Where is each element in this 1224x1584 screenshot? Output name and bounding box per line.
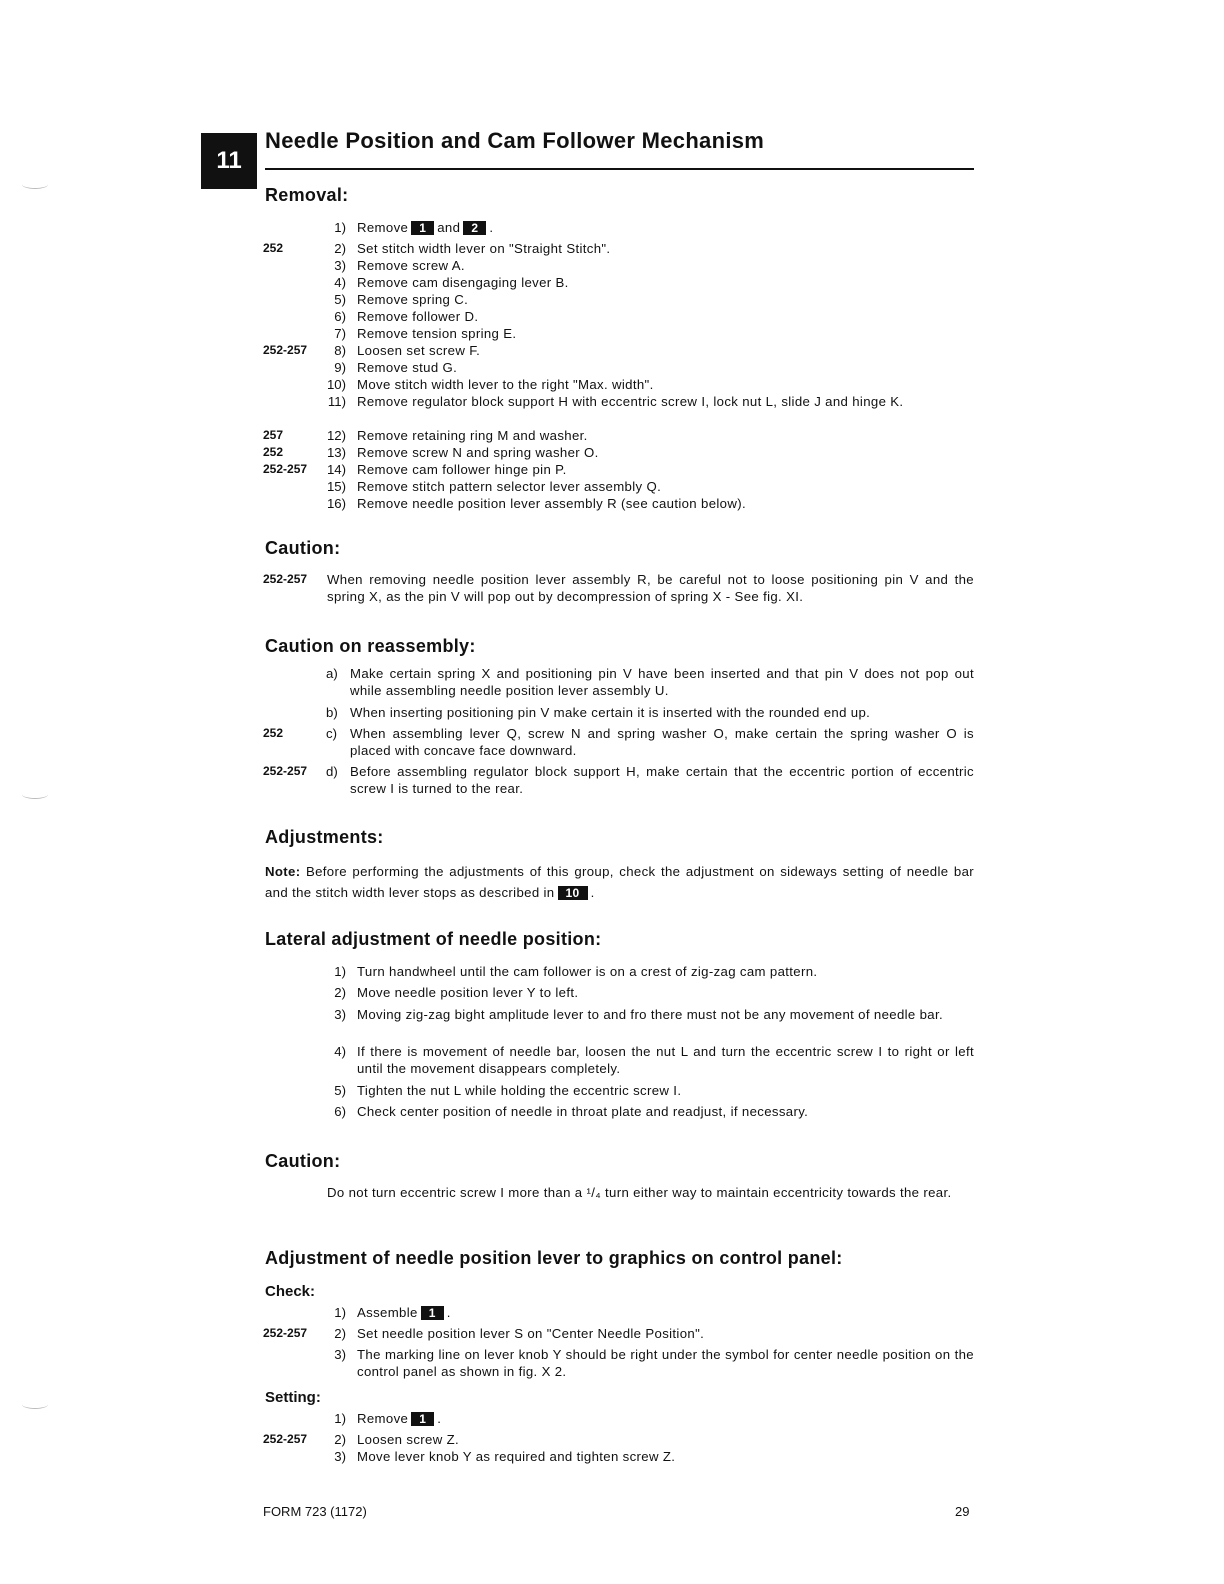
removal-step: Remove needle position lever assembly R (see caution below). (357, 496, 746, 511)
lateral-step: Tighten the nut L while holding the eccentric screw I. (357, 1083, 682, 1098)
reassembly-item: Before assembling regulator block support H, make certain that the eccentric portion of eccentric screw I is turned to the rear. (350, 764, 974, 796)
reference-box: 1 (411, 221, 434, 235)
model-label: 252 (263, 445, 284, 459)
caution-text-2: Do not turn eccentric screw I more than a ¹/₄ turn either way to maintain eccentricity towards the rear. (327, 1185, 952, 1200)
reference-box: 1 (411, 1412, 434, 1426)
removal-heading: Removal: (265, 185, 349, 205)
step-number: 11) (327, 394, 346, 409)
item-letter: c) (326, 726, 337, 741)
lateral-heading: Lateral adjustment of needle position: (265, 929, 602, 949)
model-label: 257 (263, 428, 284, 442)
step-number: 2) (334, 1432, 346, 1447)
item-letter: b) (326, 705, 338, 720)
item-letter: d) (326, 764, 338, 779)
setting-label: Setting: (265, 1389, 321, 1406)
lateral-step: If there is movement of needle bar, loosen the nut L and turn the eccentric screw I to right or left until the movement disappears completely. (357, 1044, 974, 1076)
step-number: 16) (326, 496, 346, 511)
model-label: 252-257 (263, 764, 308, 778)
removal-step-1: Remove 1 and 2 . (357, 220, 494, 235)
removal-step: Remove tension spring E. (357, 326, 517, 341)
check-step-1: Assemble 1 . (357, 1305, 451, 1320)
caution-heading: Caution: (265, 538, 341, 558)
step-number: 4) (334, 275, 346, 290)
adjustments-note: Note: Before performing the adjustments of this group, check the adjustment on sideways setting of needle bar and the stitch width lever stops as described in 10 . (265, 864, 975, 900)
title-rule (265, 168, 974, 170)
item-letter: a) (326, 666, 338, 681)
setting-step-2: Loosen screw Z. (357, 1432, 459, 1447)
caution-text: When removing needle position lever assembly R, be careful not to loose positioning pin V and the spring X, as the pin V will pop out by decompression of spring X - See fig. XI. (327, 572, 974, 604)
model-label: 252-257 (263, 1432, 308, 1446)
model-label: 252-257 (263, 572, 308, 586)
step-number: 6) (334, 309, 346, 324)
margin-mark (22, 180, 48, 189)
step-number: 10) (326, 377, 346, 392)
margin-mark (22, 790, 48, 799)
removal-step: Remove screw A. (357, 258, 465, 273)
step-number: 5) (334, 292, 346, 307)
margin-mark (22, 1400, 48, 1409)
step-number: 2) (334, 1326, 346, 1341)
removal-step: Remove cam follower hinge pin P. (357, 462, 567, 477)
caution-heading-2: Caution: (265, 1151, 341, 1171)
removal-step: Remove spring C. (357, 292, 469, 307)
form-number: FORM 723 (1172) (263, 1504, 367, 1519)
step-number: 1) (334, 1305, 346, 1320)
check-step-2: Set needle position lever S on "Center Needle Position". (357, 1326, 705, 1341)
model-label: 252 (263, 726, 284, 740)
check-step-3: The marking line on lever knob Y should be right under the symbol for center needle position on the control panel as shown in fig. X 2. (357, 1347, 974, 1379)
step-number: 9) (334, 360, 346, 375)
reference-box: 10 (558, 886, 588, 900)
step-number: 1) (334, 220, 346, 235)
step-number: 2) (334, 241, 346, 256)
lateral-step: Moving zig-zag bight amplitude lever to and fro there must not be any movement of needle bar. (357, 1007, 944, 1022)
reference-box: 1 (421, 1306, 444, 1320)
removal-step: Set stitch width lever on "Straight Stitch". (357, 241, 611, 256)
page-number: 29 (955, 1504, 970, 1519)
reference-box: 2 (463, 221, 486, 235)
reassembly-item: Make certain spring X and positioning pin V have been inserted and that pin V does not pop out while assembling needle position lever assembly U. (350, 666, 974, 698)
step-number: 2) (334, 985, 346, 1000)
lateral-step: Check center position of needle in throat plate and readjust, if necessary. (357, 1104, 809, 1119)
step-number: 1) (334, 964, 346, 979)
step-number: 7) (334, 326, 346, 341)
reassembly-item: When assembling lever Q, screw N and spring washer O, make certain the spring washer O is placed with concave face downward. (350, 726, 974, 758)
step-number: 1) (334, 1411, 346, 1426)
step-number: 8) (334, 343, 346, 358)
model-label: 252-257 (263, 343, 308, 357)
setting-step-1: Remove 1 . (357, 1411, 442, 1426)
removal-step: Remove regulator block support H with eccentric screw I, lock nut L, slide J and hinge K. (357, 394, 904, 409)
removal-step: Remove stud G. (357, 360, 458, 375)
model-label: 252-257 (263, 462, 308, 476)
removal-step: Loosen set screw F. (357, 343, 481, 358)
page-title: Needle Position and Cam Follower Mechanism (265, 128, 765, 153)
lateral-step: Turn handwheel until the cam follower is on a crest of zig-zag cam pattern. (357, 964, 818, 979)
step-number: 14) (326, 462, 346, 477)
step-number: 3) (334, 1007, 346, 1022)
step-number: 4) (334, 1044, 346, 1059)
setting-step-3: Move lever knob Y as required and tighten screw Z. (357, 1449, 676, 1464)
section-number-badge: 11 (201, 133, 257, 189)
lateral-step: Move needle position lever Y to left. (357, 985, 579, 1000)
note-label: Note: (265, 864, 301, 879)
removal-step: Remove stitch pattern selector lever assembly Q. (357, 479, 662, 494)
step-number: 15) (326, 479, 346, 494)
model-label: 252 (263, 241, 284, 255)
step-number: 3) (334, 1347, 346, 1362)
check-label: Check: (265, 1283, 316, 1300)
removal-step: Move stitch width lever to the right "Max. width". (357, 377, 654, 392)
step-number: 3) (334, 1449, 346, 1464)
removal-step: Remove screw N and spring washer O. (357, 445, 599, 460)
adjustments-heading: Adjustments: (265, 827, 384, 847)
model-label: 252-257 (263, 1326, 308, 1340)
removal-step: Remove follower D. (357, 309, 479, 324)
step-number: 3) (334, 258, 346, 273)
caution-reassembly-heading: Caution on reassembly: (265, 636, 476, 656)
step-number: 13) (326, 445, 346, 460)
reassembly-item: When inserting positioning pin V make certain it is inserted with the rounded end up. (350, 705, 871, 720)
step-number: 5) (334, 1083, 346, 1098)
graphics-heading: Adjustment of needle position lever to graphics on control panel: (265, 1248, 843, 1268)
step-number: 6) (334, 1104, 346, 1119)
step-number: 12) (326, 428, 346, 443)
removal-step: Remove cam disengaging lever B. (357, 275, 569, 290)
removal-step: Remove retaining ring M and washer. (357, 428, 588, 443)
